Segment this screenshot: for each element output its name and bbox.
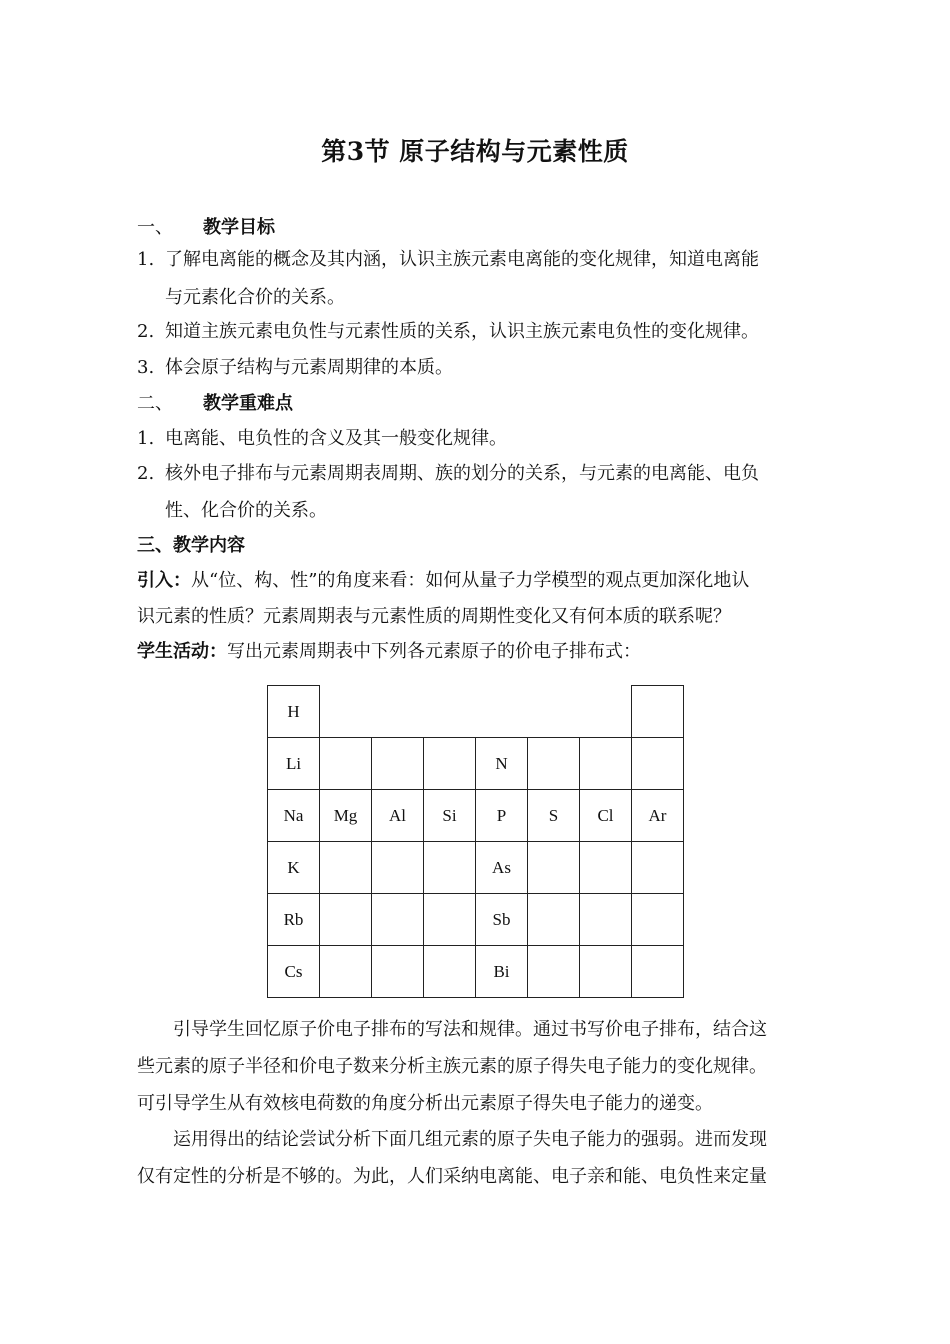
table-row — [268, 790, 684, 842]
paragraph-line: 仅有定性的分析是不够的。为此，人们采纳电离能、电子亲和能、电负性来定量 — [137, 1166, 767, 1187]
table-cell: K — [268, 842, 320, 894]
list-item-continuation: 性、化合价的关系。 — [165, 500, 327, 521]
list-item: 1. 电离能、电负性的含义及其一般变化规律。 — [137, 428, 507, 449]
table-cell — [580, 946, 632, 998]
table-cell — [580, 894, 632, 946]
section-label: 教学目标 — [203, 217, 275, 238]
table-cell — [320, 946, 372, 998]
table-cell: Al — [372, 790, 424, 842]
table-cell: Rb — [268, 894, 320, 946]
table-cell-empty — [372, 686, 424, 738]
table-cell: S — [528, 790, 580, 842]
list-item: 3. 体会原子结构与元素周期律的本质。 — [137, 357, 453, 378]
activity-label: 学生活动： — [137, 641, 227, 662]
table-cell — [424, 738, 476, 790]
section-number: 一、 — [137, 217, 173, 238]
table-row — [268, 738, 684, 790]
table-cell-empty — [424, 686, 476, 738]
table-cell — [320, 894, 372, 946]
section-label: 教学重难点 — [203, 393, 293, 414]
paragraph-line: 引导学生回忆原子价电子排布的写法和规律。通过书写价电子排布，结合这 — [173, 1019, 767, 1040]
table-row — [268, 946, 684, 998]
page-title: 第3节 原子结构与元素性质 — [321, 137, 629, 166]
intro-paragraph: 引入：从“位、构、性”的角度来看：如何从量子力学模型的观点更加深化地认 — [137, 570, 750, 591]
section-heading-difficulties — [137, 392, 827, 416]
paragraph-line: 些元素的原子半径和价电子数来分析主族元素的原子得失电子能力的变化规律。 — [137, 1056, 767, 1077]
table-cell — [372, 842, 424, 894]
table-cell — [528, 946, 580, 998]
table-cell-empty — [476, 686, 528, 738]
intro-continuation: 识元素的性质？元素周期表与元素性质的周期性变化又有何本质的联系呢？ — [137, 606, 731, 627]
table-cell-empty — [580, 686, 632, 738]
table-cell: Na — [268, 790, 320, 842]
list-item: 2. 核外电子排布与元素周期表周期、族的划分的关系，与元素的电离能、电负 — [137, 463, 759, 484]
list-item: 2. 知道主族元素电负性与元素性质的关系，认识主族元素电负性的变化规律。 — [137, 321, 759, 342]
table-cell — [372, 894, 424, 946]
table-cell — [632, 686, 684, 738]
table-cell — [424, 894, 476, 946]
table-cell: Li — [268, 738, 320, 790]
paragraph-line: 可引导学生从有效核电荷数的角度分析出元素原子得失电子能力的递变。 — [137, 1093, 713, 1114]
table-cell — [372, 946, 424, 998]
list-item-continuation: 与元素化合价的关系。 — [165, 287, 345, 308]
table-cell — [632, 738, 684, 790]
table-cell — [632, 946, 684, 998]
table-cell: Sb — [476, 894, 528, 946]
table-cell — [372, 738, 424, 790]
table-row — [268, 686, 684, 738]
table-cell — [424, 842, 476, 894]
section-number: 二、 — [137, 393, 173, 414]
table-cell — [424, 946, 476, 998]
table-cell: H — [268, 686, 320, 738]
section-heading-content: 三、教学内容 — [137, 535, 245, 556]
table-cell-empty — [528, 686, 580, 738]
activity-paragraph: 学生活动：写出元素周期表中下列各元素原子的价电子排布式： — [137, 641, 641, 662]
periodic-table — [267, 685, 684, 998]
table-cell: As — [476, 842, 528, 894]
table-cell — [580, 738, 632, 790]
table-cell: Si — [424, 790, 476, 842]
table-row — [268, 842, 684, 894]
table-cell: P — [476, 790, 528, 842]
table-cell: Mg — [320, 790, 372, 842]
table-cell: Cl — [580, 790, 632, 842]
table-cell — [580, 842, 632, 894]
table-row — [268, 894, 684, 946]
intro-label: 引入： — [137, 570, 191, 591]
table-cell — [632, 894, 684, 946]
table-cell: Cs — [268, 946, 320, 998]
table-cell — [320, 842, 372, 894]
table-cell — [528, 894, 580, 946]
table-cell — [528, 738, 580, 790]
table-cell: Ar — [632, 790, 684, 842]
table-cell: Bi — [476, 946, 528, 998]
table-cell — [528, 842, 580, 894]
section-heading-objectives — [137, 216, 827, 240]
table-cell: N — [476, 738, 528, 790]
table-cell — [320, 738, 372, 790]
table-cell-empty — [320, 686, 372, 738]
list-item: 1. 了解电离能的概念及其内涵，认识主族元素电离能的变化规律，知道电离能 — [137, 249, 759, 270]
table-cell — [632, 842, 684, 894]
paragraph-line: 运用得出的结论尝试分析下面几组元素的原子失电子能力的强弱。进而发现 — [173, 1129, 767, 1150]
